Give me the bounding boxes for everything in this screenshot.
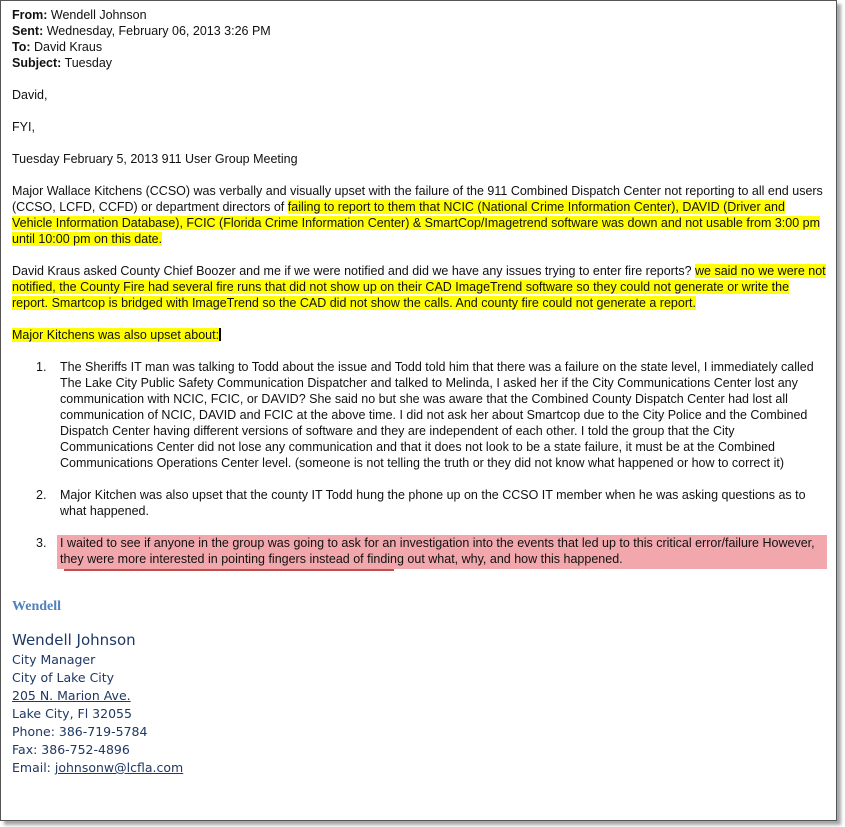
subject-line <box>12 55 827 71</box>
issue-list <box>12 359 827 569</box>
email-link[interactable]: johnsonw@lcfla.com <box>54 760 184 775</box>
email-label: Email: <box>12 760 55 775</box>
sent-value: Wednesday, February 06, 2013 3:26 PM <box>46 24 271 38</box>
paragraph-2 <box>12 263 827 311</box>
list-item-text: Major Kitchen was also upset that the county IT Todd hung the phone up on the CCSO IT member when he was asking questions as to what happened. <box>60 488 806 518</box>
from-value: Wendell Johnson <box>50 8 147 22</box>
signature-address-2: Lake City, Fl 32055 <box>12 706 132 721</box>
signature-phone: Phone: 386-719-5784 <box>12 724 148 739</box>
signature-title: City Manager <box>12 652 96 667</box>
red-underline-mark <box>64 569 394 571</box>
list-item-text: I waited to see if anyone in the group was going to ask for an investigation into the events that led up to this critical error/failure However, they were more interested in pointing fingers instead of finding out what, why, and how this happened. <box>60 536 815 566</box>
paragraph-1 <box>12 183 827 247</box>
subject-value: Tuesday <box>64 56 113 70</box>
from-label: From: <box>12 8 48 22</box>
list-item-text: The Sheriffs IT man was talking to Todd about the issue and Todd told him that there was a failure on the state level, I immediately called The Lake City Public Safety Communication Dispatcher and talked to Melinda, I asked her if the City Communications Center lost any communication with NCIC, FCIC, or DAVID? She said no but she was aware that the Combined County Dispatch Center had lost all communication of NCIC, DAVID and FCIC at the above time. I did not ask her about Smartcop due to the City Police and the Combined Dispatch Center having different versions of software and they are independent of each other. I told the group that the City Communications Center did not lose any communication and that it does not look to be a state failure, it must be at the Combined Communications Operations Center level. (someone is not telling the truth or they did not know what happened or how to correct it) <box>60 360 814 470</box>
paragraph-2-plain: David Kraus asked County Chief Boozer and me if we were notified and did we have any issues trying to enter fire reports? <box>12 264 695 278</box>
highlighted-item-block <box>57 535 827 569</box>
to-label: To: <box>12 40 31 54</box>
signature-fax: Fax: 386-752-4896 <box>12 742 130 757</box>
list-item <box>12 535 827 569</box>
email-body <box>12 7 827 777</box>
to-line <box>12 39 827 55</box>
greeting: David, <box>12 88 48 102</box>
signature-email <box>12 759 827 777</box>
sent-line <box>12 23 827 39</box>
address-link[interactable]: 205 N. Marion Ave. <box>12 688 131 703</box>
kitchens-upset <box>12 327 827 343</box>
list-number: 1. <box>36 360 47 374</box>
from-line <box>12 7 827 23</box>
fyi: FYI, <box>12 120 35 134</box>
list-item <box>12 359 827 471</box>
kitchens-upset-text: Major Kitchens was also upset about: <box>12 328 220 342</box>
signature-org: City of Lake City <box>12 670 115 685</box>
paragraph-1-highlight: failing to report to them that NCIC (National Crime Information Center), DAVID (Driver and Vehicle Information Database), FCIC (Florida Crime Information Center) & SmartCop/Imagetrend software was down and not usable from 3:00 pm until 10:00 pm on this date. <box>12 200 820 246</box>
list-item <box>12 487 827 519</box>
sent-label: Sent: <box>12 24 44 38</box>
list-number: 3. <box>36 536 47 550</box>
paragraph-1-plain: Major Wallace Kitchens (CCSO) was verbally and visually upset with the failure of the 911 Combined Dispatch Center not reporting to all end users (CCSO, LCFD, CCFD) or department directors of <box>12 184 823 214</box>
subject-label: Subject: <box>12 56 62 70</box>
signature-full-name: Wendell Johnson <box>12 631 136 649</box>
signature-address-1 <box>12 687 827 705</box>
list-number: 2. <box>36 488 47 502</box>
meeting-heading: Tuesday February 5, 2013 911 User Group Meeting <box>12 152 298 166</box>
to-value: David Kraus <box>34 40 103 54</box>
signature-first-name: Wendell <box>12 599 62 614</box>
text-cursor <box>219 328 221 341</box>
paragraph-2-highlight: we said no we were not notified, the County Fire had several fire runs that did not show up on their CAD ImageTrend software so they could not generate or write the report. Smartcop is bridged with ImageTrend so the CAD did not show the calls. And county fire could not generate a report. <box>12 264 826 310</box>
